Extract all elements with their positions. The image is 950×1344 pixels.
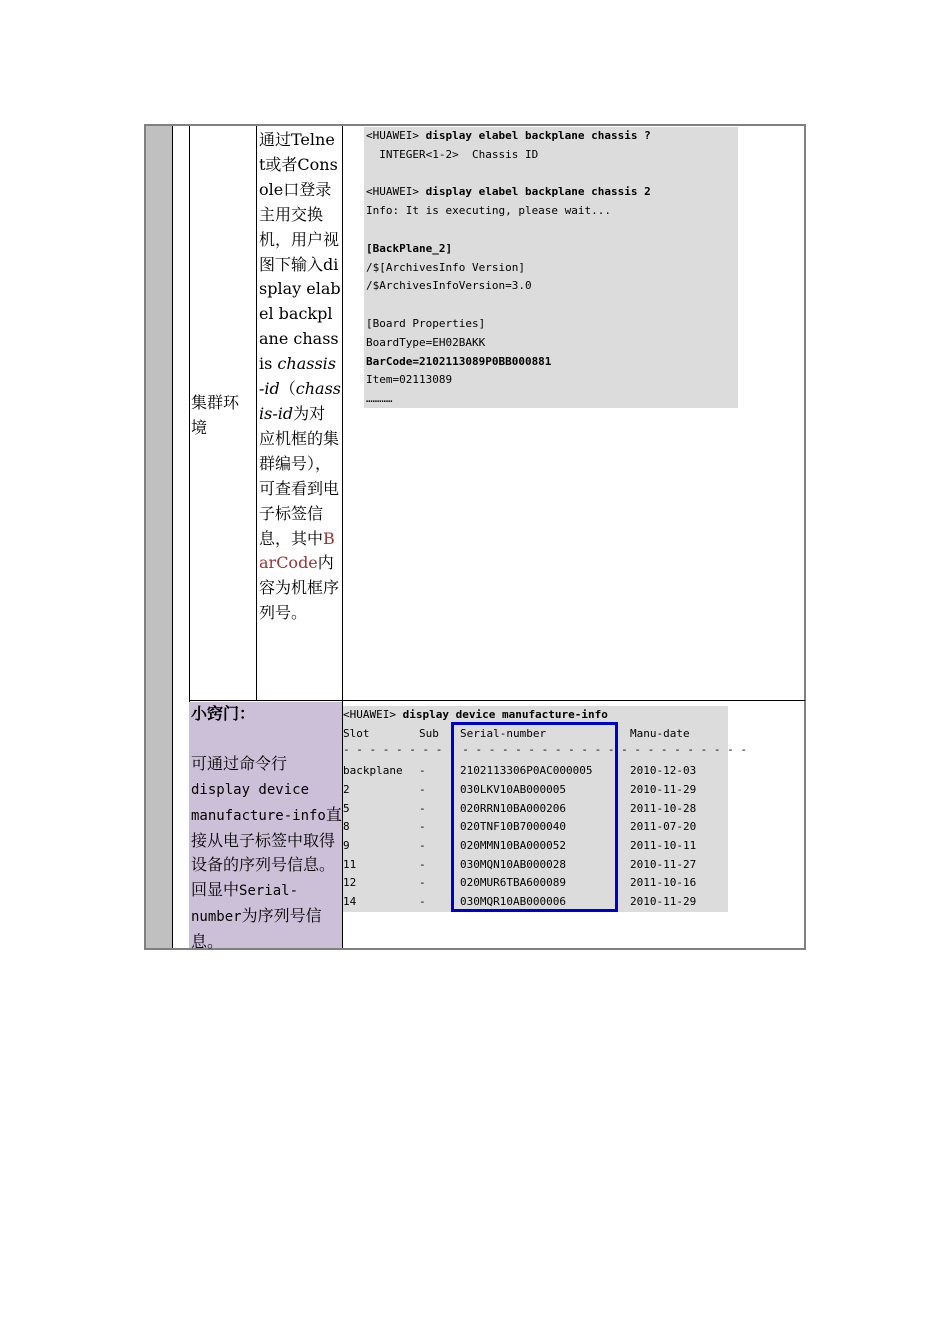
row-label: 集群环境 <box>191 393 240 437</box>
tip-field: Serial-number <box>191 883 299 926</box>
cell-serial-number: 020MMN10BA000052 <box>460 838 566 852</box>
cell-sub: - <box>419 764 426 778</box>
cell-serial-number: 020MUR6TBA600089 <box>460 876 566 890</box>
console-text: BoardType=EH02BAKK <box>366 335 486 349</box>
console-command: display device manufacture-info <box>402 708 608 721</box>
cell-slot: 5 <box>343 801 350 815</box>
cell-slot: 2 <box>343 782 350 796</box>
console-line <box>366 296 651 315</box>
row-divider <box>189 700 805 701</box>
cell-sub: - <box>419 838 426 852</box>
cell-sub: - <box>419 895 426 908</box>
cell-slot: backplane <box>343 764 403 778</box>
console-text: [Board Properties] <box>366 316 486 330</box>
gray-margin-strip <box>146 126 173 948</box>
console-command: display elabel backplane chassis 2 <box>425 185 651 199</box>
cell-manu-date: 2011-10-16 <box>630 876 697 890</box>
console-text: /$[ArchivesInfo Version] <box>366 260 525 274</box>
grid-line <box>172 126 173 948</box>
cell-sub: - <box>419 857 426 871</box>
console-line <box>366 371 651 390</box>
cell-serial-number: 030MQN10AB000028 <box>460 857 566 871</box>
cell-serial-number: 030MQR10AB000006 <box>460 895 566 908</box>
console-line <box>366 202 651 221</box>
cell-sub: - <box>419 820 426 834</box>
console-line <box>366 353 651 372</box>
cell-serial-number: 020RRN10BA000206 <box>460 801 566 815</box>
console-line <box>366 146 651 165</box>
console-text: Item=02113089 <box>366 373 453 387</box>
barcode-keyword: BarCode <box>259 528 335 573</box>
console-text: /$ArchivesInfoVersion=3.0 <box>366 279 532 293</box>
tip-panel <box>189 702 342 952</box>
console-text: ………… <box>366 392 393 406</box>
console-output-elabel <box>364 127 738 408</box>
console-command: display elabel backplane chassis ? <box>425 129 651 142</box>
cell-manu-date: 2010-11-29 <box>630 895 697 908</box>
tip-command: display device manufacture-info <box>191 781 326 824</box>
cell-sub: - <box>419 876 426 890</box>
cell-manu-date: 2010-11-27 <box>630 857 697 871</box>
cell-manu-date: 2010-12-03 <box>630 764 697 778</box>
console-prompt: <HUAWEI> <box>366 129 426 142</box>
console-command: BarCode=2102113089P0BB000881 <box>366 354 552 368</box>
cell-slot: 12 <box>343 876 357 890</box>
console-line <box>366 315 651 334</box>
console-line <box>366 183 651 202</box>
column-header-sub: Sub <box>419 726 439 740</box>
grid-line <box>256 126 257 701</box>
desc-mid: 为对应机框的集群编号），可查看到电子标签信息，其中 <box>259 403 340 548</box>
cell-manu-date: 2011-07-20 <box>630 820 697 834</box>
desc-param-ref: chassis-id <box>259 379 342 423</box>
column-header-slot: Slot <box>343 726 370 740</box>
console-command: [BackPlane_2] <box>366 241 453 255</box>
console-line <box>366 277 651 296</box>
console-prompt: <HUAWEI> <box>366 185 426 199</box>
cell-serial-number: 2102113306P0AC000005 <box>460 764 593 778</box>
tip-text: 可通过命令行 <box>191 753 288 773</box>
tip-title: 小窍门： <box>191 704 256 723</box>
console-text: Info: It is executing, please wait... <box>366 204 612 218</box>
cell-sub: - <box>419 801 426 815</box>
column-header-manu-date: Manu-date <box>630 726 690 740</box>
cell-slot: 14 <box>343 895 357 908</box>
cell-serial-number: 030LKV10AB000005 <box>460 782 566 796</box>
console-prompt: <HUAWEI> <box>343 708 403 721</box>
desc-post: 内容为机框序列号。 <box>259 553 340 623</box>
console-line <box>366 165 651 184</box>
instruction-text <box>259 128 341 626</box>
desc-pre: 通过Telnet或者Console口登录主用交换机，用户视图下输入display elabel backplane chassis <box>259 130 341 374</box>
cell-manu-date: 2011-10-28 <box>630 801 697 815</box>
cell-manu-date: 2010-11-29 <box>630 782 697 796</box>
cell-sub: - <box>419 782 426 796</box>
tip-text: 直接从电子标签中取得设备的序列号信息。回显中 <box>191 804 342 900</box>
dash-divider: - - - - - - - - - - - - - - - - - - - - - - - - - - - - - - - <box>343 743 747 757</box>
console-line <box>366 221 651 240</box>
console-line <box>366 240 651 259</box>
cell-manu-date: 2011-10-11 <box>630 838 697 852</box>
column-header-serial-number: Serial-number <box>460 726 547 740</box>
cell-serial-number: 020TNF10B7000040 <box>460 820 566 834</box>
console-line <box>366 390 651 409</box>
console-text: INTEGER<1-2> Chassis ID <box>366 147 539 161</box>
desc-param: chassis-id <box>259 354 336 399</box>
console-line <box>366 259 651 278</box>
desc-paren: （ <box>279 379 296 399</box>
cell-slot: 8 <box>343 820 350 834</box>
console-line <box>366 334 651 353</box>
console-line <box>366 127 651 146</box>
serial-number-highlight <box>451 722 618 912</box>
cell-slot: 9 <box>343 838 350 852</box>
cell-slot: 11 <box>343 857 357 871</box>
tip-text: 为序列号信息。 <box>191 906 322 952</box>
